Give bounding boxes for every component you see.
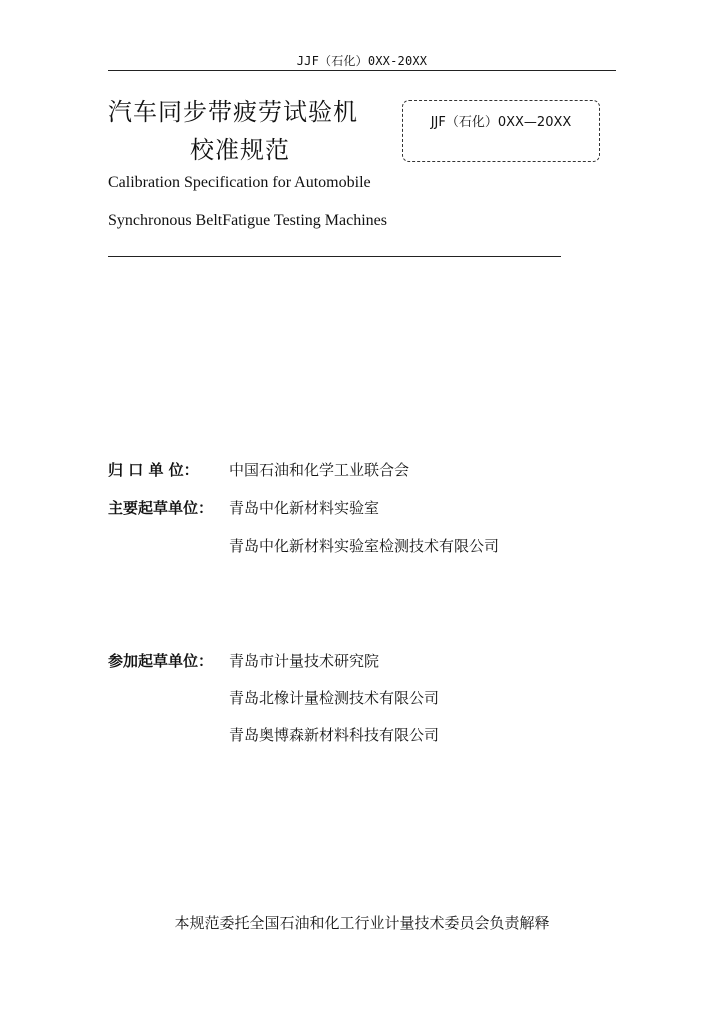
header-code: JJF（石化）0XX-20XX — [296, 54, 428, 68]
title-english-line1: Calibration Specification for Automobile — [108, 174, 371, 191]
main-drafter-1: 青岛中化新材料实验室 — [229, 499, 380, 517]
guikou-label: 归 口 单 位： — [108, 461, 199, 479]
participant-1: 青岛市计量技术研究院 — [229, 652, 380, 670]
main-drafters-label: 主要起草单位： — [108, 499, 214, 517]
guikou-value: 中国石油和化学工业联合会 — [229, 461, 410, 479]
header-rule — [108, 70, 616, 71]
main-drafter-2: 青岛中化新材料实验室检测技术有限公司 — [229, 537, 500, 555]
standard-code-text: JJF（石化）0XX—20XX — [430, 115, 572, 130]
participants-label: 参加起草单位： — [108, 652, 214, 670]
title-chinese-line2: 校准规范 — [190, 136, 290, 164]
footer-interpretation: 本规范委托全国石油和化工行业计量技术委员会负责解释 — [174, 914, 550, 932]
title-english-line2: Synchronous BeltFatigue Testing Machines — [108, 212, 387, 229]
standard-code-box — [402, 100, 600, 162]
title-underline — [108, 256, 561, 257]
title-chinese-line1: 汽车同步带疲劳试验机 — [108, 98, 358, 126]
participant-2: 青岛北橡计量检测技术有限公司 — [229, 689, 440, 707]
participant-3: 青岛奥博森新材料科技有限公司 — [229, 726, 440, 744]
